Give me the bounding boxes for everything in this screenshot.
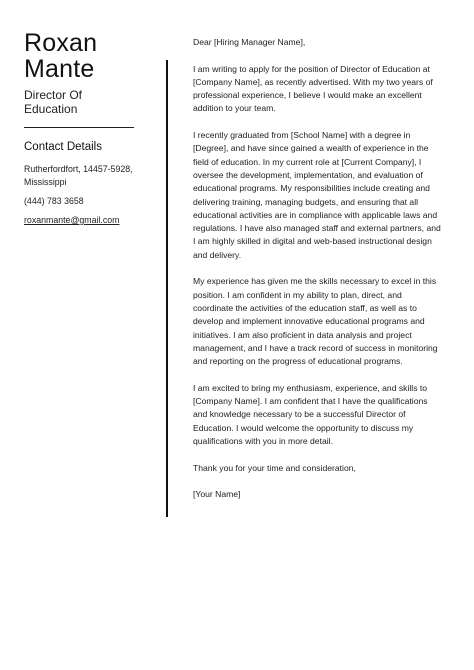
salutation: Dear [Hiring Manager Name], [193,37,306,47]
contact-email-link[interactable]: roxanmante@gmail.com [24,215,120,225]
address-line-1: Rutherfordfort, 14457-5928, [24,164,133,174]
paragraph-4: I am excited to bring my enthusiasm, experience, and skills to [Company Name]. I am confident that I have the qualifications and knowledge necessary to be a successful Director of Education. I would welcome the opportunity to discuss my qualifications with you in more detail. [193,382,428,446]
vertical-divider [166,60,168,517]
paragraph-3: My experience has given me the skills necessary to excel in this position. I am confident in my ability to plan, direct, and coordinate the activities of the education staff, as well as to develop and implement innovative educational programs and initiatives. I am also proficient in data analysis and project management, and I have a track record of success in monitoring and reporting on the progress of educational programs. [193,276,438,367]
address-line-2: Mississippi [24,177,67,187]
closing: Thank you for your time and consideration, [193,462,356,473]
first-name: Roxan [24,29,98,57]
job-title: Director Of Education [24,88,83,116]
letter-body [193,36,441,515]
sidebar [24,30,136,227]
paragraph-1: I am writing to apply for the position of Director of Education at [Company Name], as recently advertised. With my two years of professional experience, I believe I would make an excellent addition to your team. [193,63,433,114]
last-name: Mante [24,55,95,83]
paragraph-2: I recently graduated from [School Name] with a degree in [Degree], and have since gained a wealth of experience in the field of education. In my current role at [Current Company], I oversee the development, implementation, and evaluation of educational programs. My responsibilities include creating and delivering training, managing budgets, and ensuring that all educational activities are in compliance with applicable laws and regulations. I have also managed staff and external partners, and I am highly skilled in digital and web-based instructional design and delivery. [193,130,441,260]
contact-phone: (444) 783 3658 [24,196,84,206]
contact-address [24,163,136,189]
contact-section-title: Contact Details [24,141,102,153]
signature: [Your Name] [193,489,241,500]
header-divider [24,127,134,128]
